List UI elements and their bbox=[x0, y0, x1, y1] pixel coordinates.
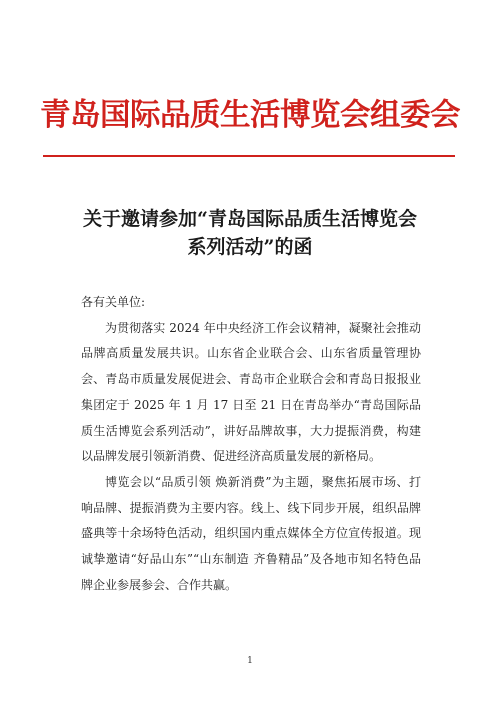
letterhead-red-rule bbox=[43, 155, 455, 157]
document-body bbox=[81, 290, 421, 598]
document-title-line2: 系列活动”的函 bbox=[187, 236, 313, 258]
document-title bbox=[60, 205, 440, 261]
body-paragraph-1: 为贯彻落实 2024 年中央经济工作会议精神，凝聚社会推动品牌高质量发展共识。山东省企业联合会、山东省质量管理协会、青岛市质量发展促进会、青岛市企业联合会和青岛日报报业集团定于 2025 年 1 月 17 日至 21 日在青岛举办“青岛国际品质生活博览会系列活动”，讲好品牌故事，大力提振消费，构建以品牌发展引领新消费、促进经济高质量发展的新格局。 bbox=[81, 320, 421, 464]
body-paragraph-2: 博览会以“品质引领 焕新消费”为主题，聚焦拓展市场、打响品牌、提振消费为主要内容。线上、线下同步开展，组织品牌盛典等十余场特色活动，组织国内重点媒体全方位宣传报道。现诚挚邀请“好品山东”“山东制造 齐鲁精品”及各地市知名特色品牌企业参展参会、合作共赢。 bbox=[81, 474, 421, 592]
document-title-line1: 关于邀请参加“青岛国际品质生活博览会 bbox=[83, 208, 417, 230]
salutation: 各有关单位: bbox=[81, 295, 146, 309]
letterhead-org-name: 青岛国际品质生活博览会组委会 bbox=[40, 97, 460, 133]
page-number: 1 bbox=[247, 656, 253, 666]
